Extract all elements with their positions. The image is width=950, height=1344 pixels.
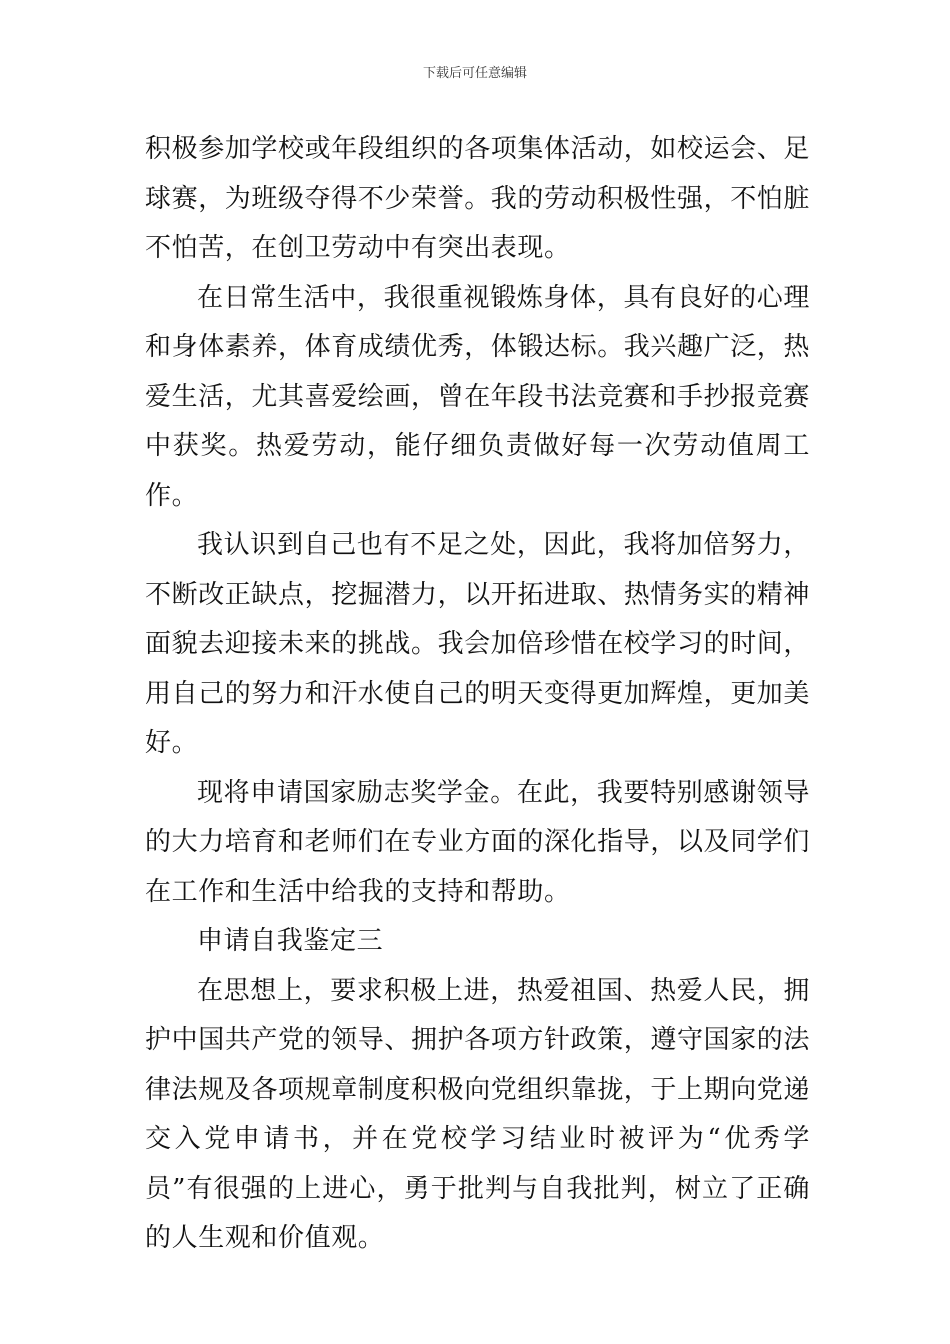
page-header: 下载后可任意编辑 [422,66,527,81]
paragraph-ideology: 在思想上，要求积极上进，热爱祖国、热爱人民，拥护中国共产党的领导、拥护各项方针政策，遵守国家的法律法规及各项规章制度积极向党组织靠拢，于上期向党递交入党申请书，并在党校学习结业时被评为“优秀学员”有很强的上进心，勇于批判与自我批判，树立了正确的人生观和价值观。 [145,975,811,1253]
paragraph-acknowledgement: 现将申请国家励志奖学金。在此，我要特别感谢领导的大力培育和老师们在专业方面的深化指导，以及同学们在工作和生活中给我的支持和帮助。 [145,777,811,907]
paragraph-continued: 积极参加学校或年段组织的各项集体活动，如校运会、足球赛，为班级夺得不少荣誉。我的劳动积极性强，不怕脏不怕苦，在创卫劳动中有突出表现。 [145,134,811,263]
paragraph-daily-life: 在日常生活中，我很重视锻炼身体，具有良好的心理和身体素养，体育成绩优秀，体锻达标。我兴趣广泛，热爱生活，尤其喜爱绘画，曾在年段书法竞赛和手抄报竞赛中获奖。热爱劳动，能仔细负责做好每一次劳动值周工作。 [145,282,811,511]
paragraph-shortcomings: 我认识到自己也有不足之处，因此，我将加倍努力，不断改正缺点，挖掘潜力，以开拓进取、热情务实的精神面貌去迎接未来的挑战。我会加倍珍惜在校学习的时间，用自己的努力和汗水使自己的明天变得更加辉煌，更加美好。 [145,530,811,758]
document-body [145,125,810,1264]
section-heading: 申请自我鉴定三 [197,926,384,956]
